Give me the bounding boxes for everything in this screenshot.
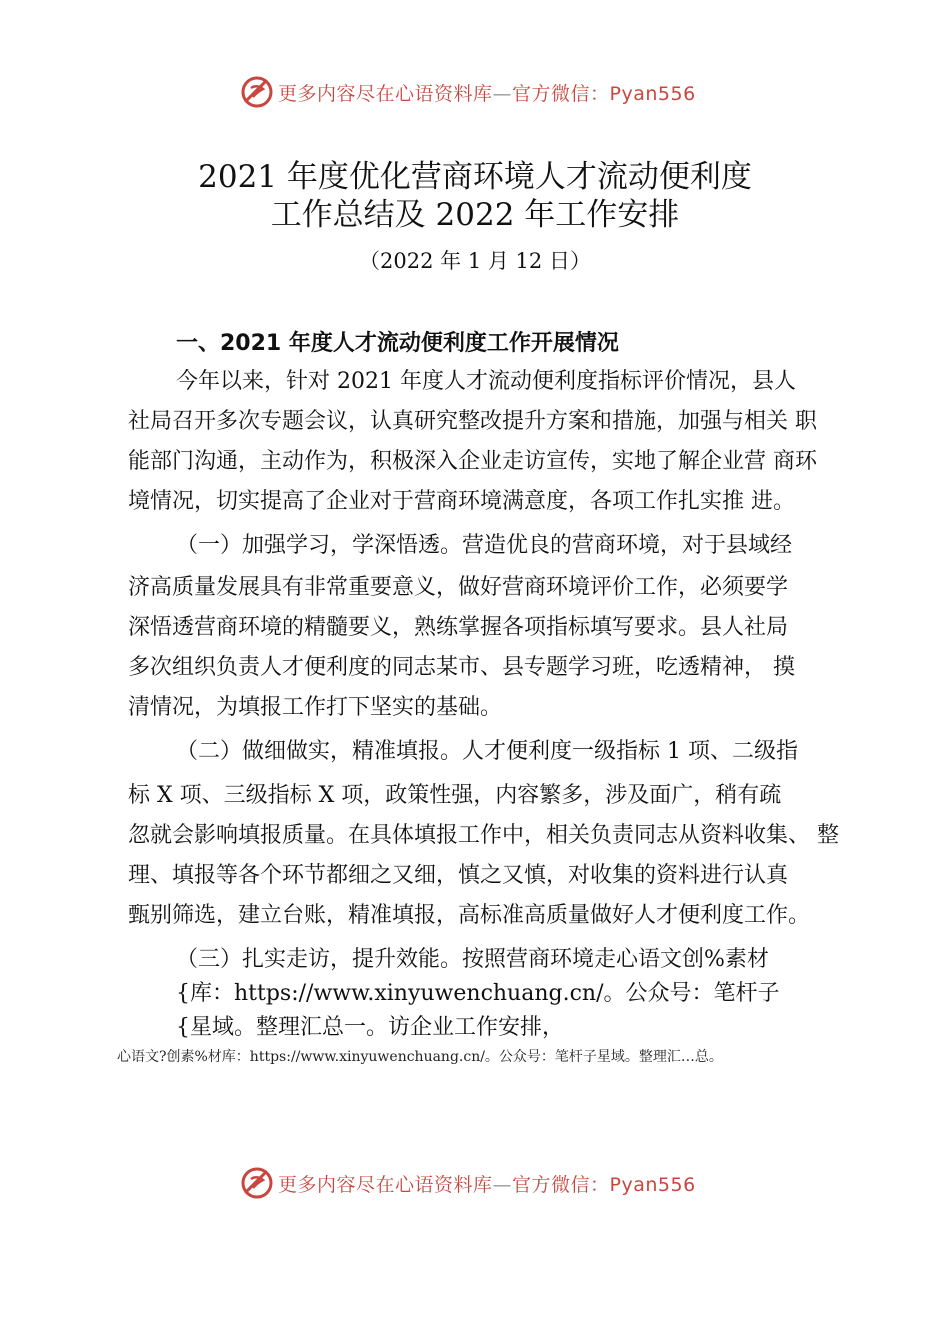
body-line: 理、填报等各个环节都细之又细，慎之又慎，对收集的资料进行认真 bbox=[128, 863, 789, 888]
body-line: （一）加强学习，学深悟透。营造优良的营商环境，对于县域经 bbox=[176, 533, 793, 558]
body-line: 清情况，为填报工作打下坚实的基础。 bbox=[128, 695, 503, 720]
body-line: {库：https://www.xinyuwenchuang.cn/。公众号：笔杆子 bbox=[176, 981, 780, 1006]
logo-icon bbox=[240, 75, 274, 109]
body-line: 社局召开多次专题会议，认真研究整改提升方案和措施，加强与相关 职 bbox=[128, 409, 817, 434]
document-title-line-2: 工作总结及 2022 年工作安排 bbox=[270, 197, 680, 233]
logo-icon bbox=[240, 1166, 274, 1200]
footer-note: 心语文?创素%材库：https://www.xinyuwenchuang.cn/。公众号：笔杆子星域。整理汇…总。 bbox=[117, 1049, 723, 1065]
watermark-banner-top bbox=[240, 72, 696, 112]
document-date: （2022 年 1 月 12 日） bbox=[359, 249, 591, 273]
body-line: （三）扎实走访，提升效能。按照营商环境走心语文创%素材 bbox=[176, 947, 769, 972]
body-line: 标 X 项、三级指标 X 项，政策性强，内容繁多，涉及面广，稍有疏 bbox=[128, 783, 782, 808]
body-line: 深悟透营商环境的精髓要义，熟练掌握各项指标填写要求。县人社局 bbox=[128, 615, 789, 640]
body-line: 多次组织负责人才便利度的同志某市、县专题学习班，吃透精神， 摸 bbox=[128, 655, 795, 680]
body-line: 济高质量发展具有非常重要意义，做好营商环境评价工作，必须要学 bbox=[128, 575, 789, 600]
watermark-text: 更多内容尽在心语资料库—官方微信：Pyan556 bbox=[278, 82, 696, 105]
body-line: （二）做细做实，精准填报。人才便利度一级指标 1 项、二级指 bbox=[176, 739, 798, 764]
watermark-text: 更多内容尽在心语资料库—官方微信：Pyan556 bbox=[278, 1173, 696, 1196]
body-line: 甄别筛选，建立台账，精准填报，高标准高质量做好人才便利度工作。 bbox=[128, 903, 811, 928]
body-line: 能部门沟通，主动作为，积极深入企业走访宣传，实地了解企业营 商环 bbox=[128, 449, 817, 474]
section-heading: 一、2021 年度人才流动便利度工作开展情况 bbox=[176, 331, 619, 356]
document-title-line-1: 2021 年度优化营商环境人才流动便利度 bbox=[198, 159, 752, 195]
body-line: 今年以来，针对 2021 年度人才流动便利度指标评价情况，县人 bbox=[176, 369, 796, 394]
body-line: 境情况，切实提高了企业对于营商环境满意度，各项工作扎实推 进。 bbox=[128, 489, 795, 514]
watermark-banner-bottom bbox=[240, 1163, 696, 1203]
body-line: {星域。整理汇总一。访企业工作安排， bbox=[176, 1015, 564, 1040]
body-line: 忽就会影响填报质量。在具体填报工作中，相关负责同志从资料收集、 整 bbox=[128, 823, 839, 848]
